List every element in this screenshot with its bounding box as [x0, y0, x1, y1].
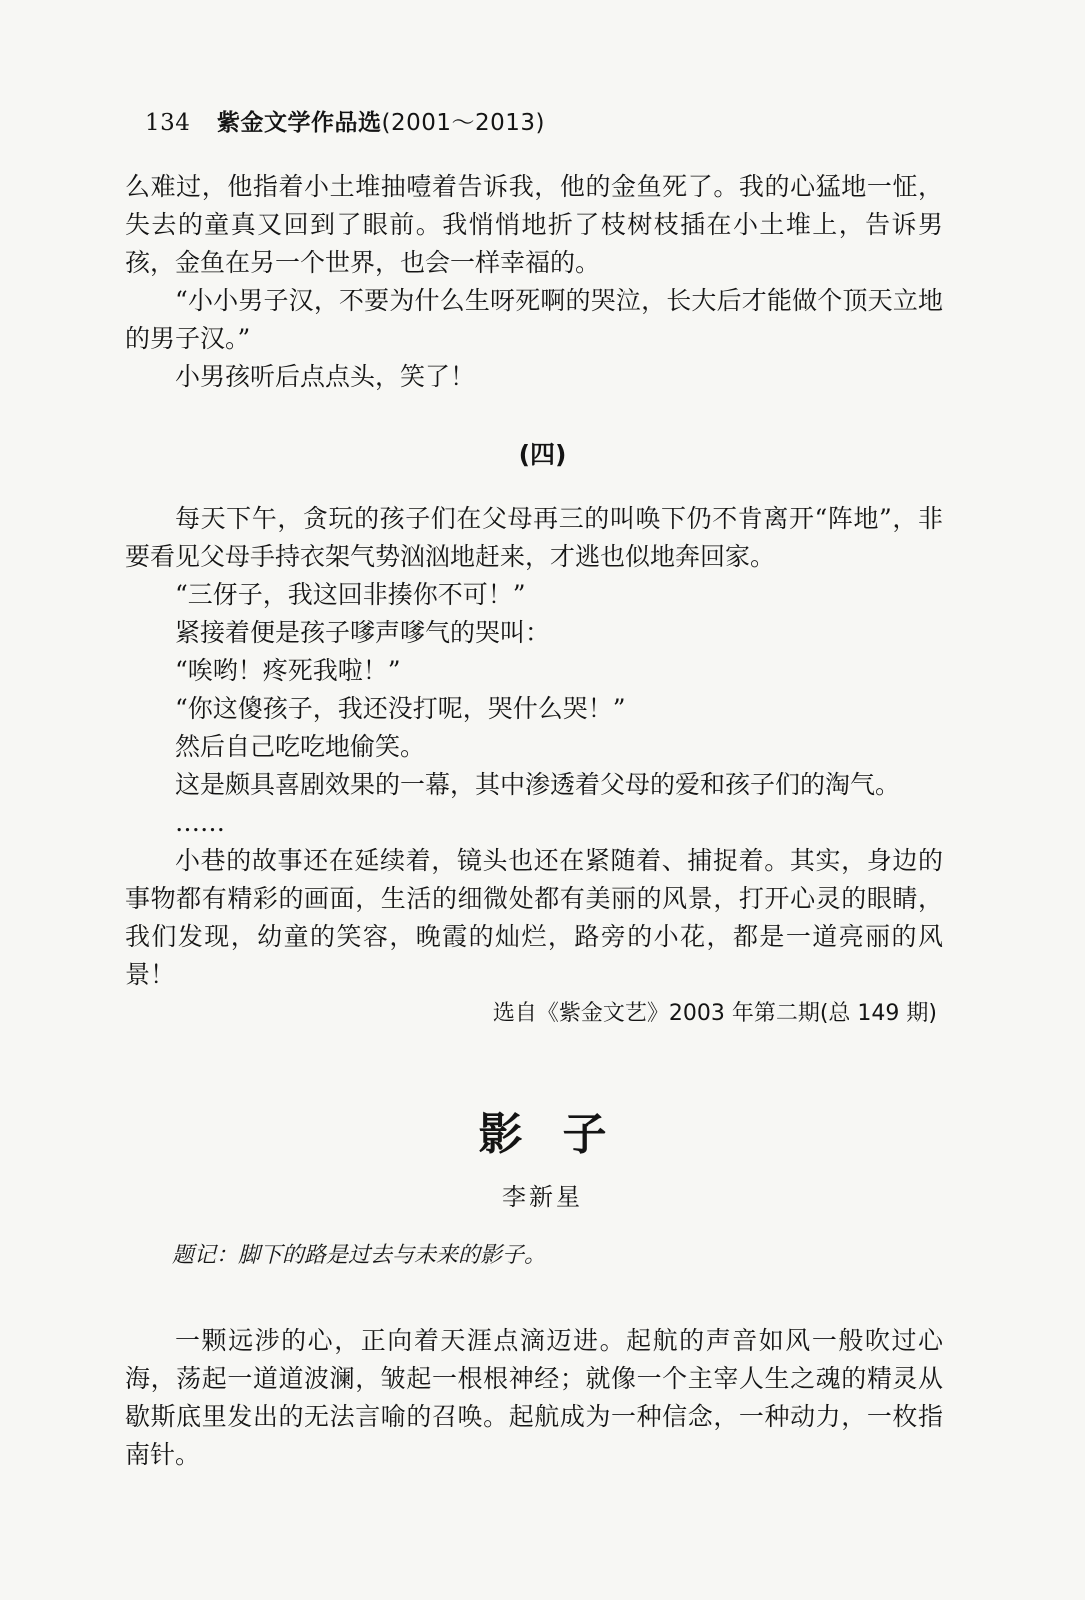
section3-tail	[125, 168, 943, 396]
article-body	[125, 1322, 943, 1474]
book-title: 紫金文学作品选	[217, 110, 382, 136]
paragraph: “小小男子汉，不要为什么生呀死啊的哭泣，长大后才能做个顶天立地的男子汉。”	[125, 286, 943, 353]
book-years: (2001～2013)	[381, 110, 546, 136]
article-author: 李新星	[502, 1183, 583, 1211]
paragraph: 小男孩听后点点头，笑了！	[175, 362, 476, 391]
paragraph: 一颗远涉的心，正向着天涯点滴迈进。起航的声音如风一般吹过心海，荡起一道道波澜，皱起一根根神经；就像一个主宰人生之魂的精灵从歇斯底里发出的无法言喻的召唤。起航成为一种信念，一种动力，一枚指南针。	[125, 1326, 943, 1469]
epigraph: 题记：脚下的路是过去与未来的影子。	[172, 1243, 547, 1268]
paragraph: “唉哟！疼死我啦！”	[175, 656, 401, 685]
source-note: 选自《紫金文艺》2003 年第二期(总 149 期)	[492, 1001, 937, 1026]
paragraph: 然后自己吃吃地偷笑。	[175, 732, 426, 761]
paragraph: 每天下午，贪玩的孩子们在父母再三的叫唤下仍不肯离开“阵地”，非要看见父母手持衣架气势汹汹地赶来，才逃也似地奔回家。	[125, 504, 943, 571]
paragraph: “你这傻孩子，我还没打呢，哭什么哭！”	[175, 694, 626, 723]
ellipsis: ……	[175, 808, 225, 837]
page-header	[145, 104, 545, 137]
paragraph: 这是颇具喜剧效果的一幕，其中渗透着父母的爱和孩子们的淘气。	[175, 770, 901, 799]
paragraph: 小巷的故事还在延续着，镜头也还在紧随着、捕捉着。其实，身边的事物都有精彩的画面，生活的细微处都有美丽的风景，打开心灵的眼睛，我们发现，幼童的笑容，晚霞的灿烂，路旁的小花，都是一道亮丽的风景！	[125, 846, 943, 989]
section-heading: (四)	[518, 440, 567, 469]
paragraph: 么难过，他指着小土堆抽噎着告诉我，他的金鱼死了。我的心猛地一怔，失去的童真又回到了眼前。我悄悄地折了枝树枝插在小土堆上，告诉男孩，金鱼在另一个世界，也会一样幸福的。	[125, 172, 943, 277]
section4-body	[125, 500, 943, 994]
article-title: 影子	[478, 1109, 647, 1160]
paragraph: 紧接着便是孩子嗲声嗲气的哭叫：	[175, 618, 551, 647]
page-number: 134	[145, 110, 191, 136]
paragraph: “三伢子，我这回非揍你不可！”	[175, 580, 526, 609]
